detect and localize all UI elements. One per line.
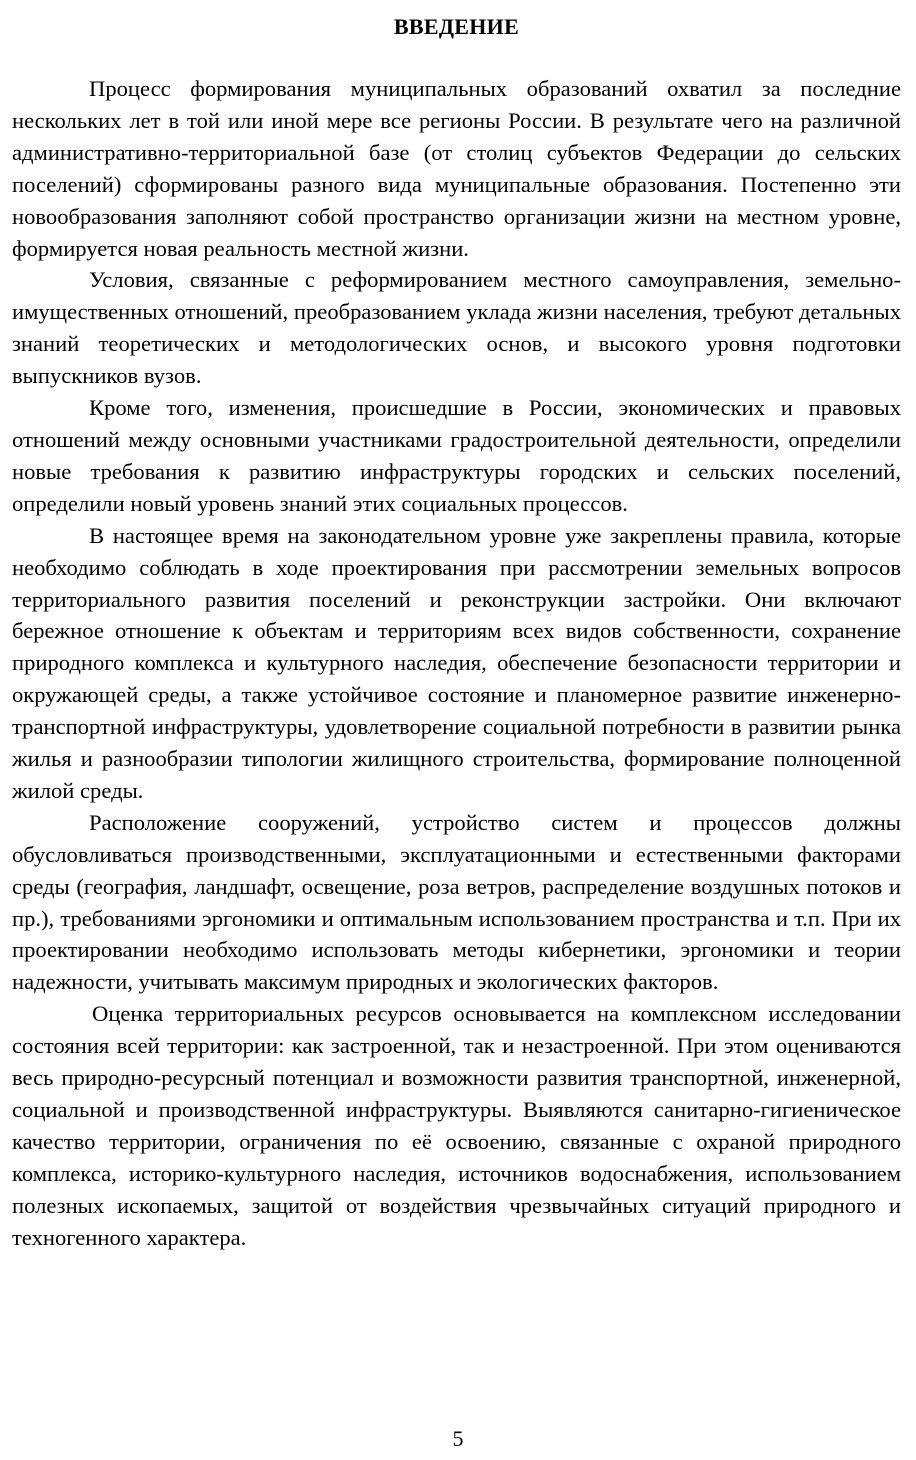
paragraph-4: В настоящее время на законодательном уровне уже закреплены правила, которые необходимо соблюдать в ходе проектирования при рассмотрении земельных вопросов территориального развития поселений и реконструкции застройки. Они включают бережное отношение к объектам и территориям всех видов собственности, сохранение природного комплекса и культурного наследия, обеспечение безопасности территории и окружающей среды, а также устойчивое состояние и планомерное развитие инженерно-транспортной инфраструктуры, удовлетворение социальной потребности в развитии рынка жилья и разнообразии типологии жилищного строительства, формирование полноценной жилой среды. [12,522,901,803]
paragraph-6: Оценка территориальных ресурсов основывается на комплексном исследовании состояния всей территории: как застроенной, так и незастроенной. При этом оцениваются весь природно-ресурсный потенциал и возможности развития транспортной, инженерной, социальной и производственной инфраструктуры. Выявляются санитарно-гигиеническое качество территории, ограничения по её освоению, связанные с охраной природного комплекса, историко-культурного наследия, источников водоснабжения, использованием полезных ископаемых, защитой от воздействия чрезвычайных ситуаций природного и техногенного характера. [12,1001,901,1250]
paragraph-3: Кроме того, изменения, происшедшие в России, экономических и правовых отношений между основными участниками градостроительной деятельности, определили новые требования к развитию инфраструктуры городских и сельских поселений, определили новый уровень знаний этих социальных процессов. [12,395,901,516]
page-title: ВВЕДЕНИЕ [393,14,520,39]
paragraph-5: Расположение сооружений, устройство систем и процессов должны обусловливаться производственными, эксплуатационными и естественными факторами среды (география, ландшафт, освещение, роза ветров, распределение воздушных потоков и пр.), требованиями эргономики и оптимальным использованием пространства и т.п. При их проектировании необходимо использовать методы кибернетики, эргономики и теории надежности, учитывать максимум природных и экологических факторов. [12,809,901,995]
paragraph-2: Условия, связанные с реформированием местного самоуправления, земельно-имущественных отношений, преобразованием уклада жизни населения, требуют детальных знаний теоретических и методологических основ, и высокого уровня подготовки выпускников вузов. [12,267,901,389]
document-page [12,10,901,1254]
paragraph-1: Процесс формирования муниципальных образований охватил за последние нескольких лет в той или иной мере все регионы России. В результате чего на различной административно-территориальной базе (от столиц субъектов Федерации до сельских поселений) сформированы разного вида муниципальные образования. Постепенно эти новообразования заполняют собой пространство организации жизни на местном уровне, формируется новая реальность местной жизни. [12,76,901,261]
page-number: 5 [452,1426,464,1451]
